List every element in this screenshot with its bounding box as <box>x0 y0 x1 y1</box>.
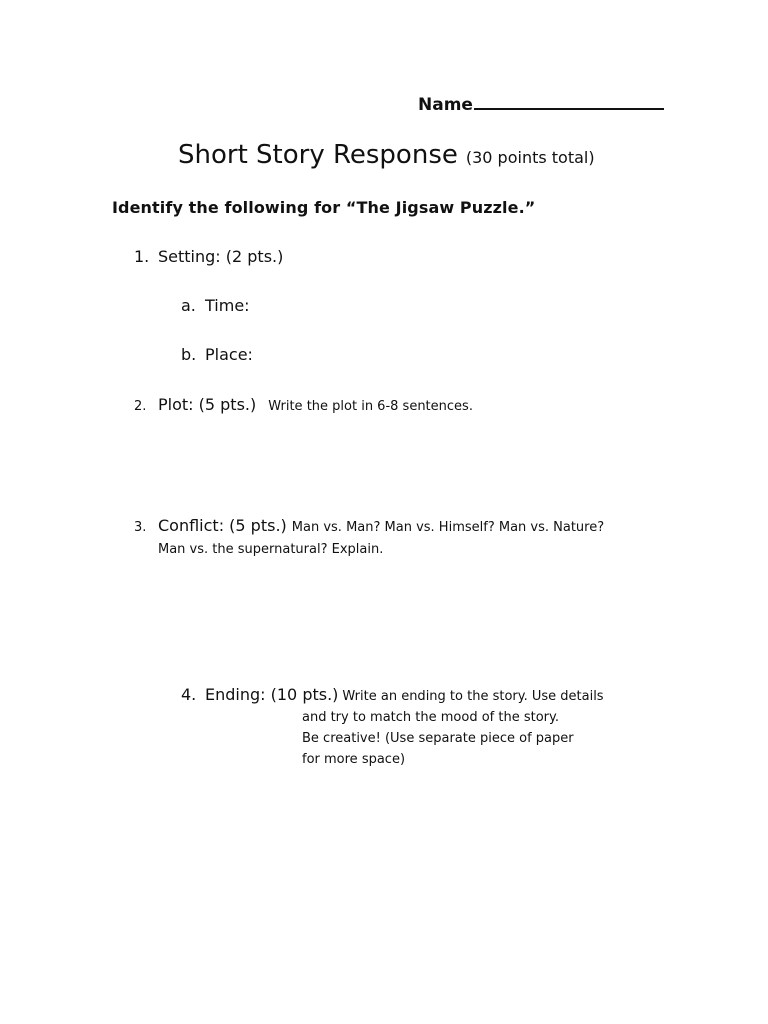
sub-label: Place: <box>205 345 253 364</box>
item-description-line1: Write an ending to the story. Use details <box>342 689 604 704</box>
item-label: Conflict: (5 pts.) <box>158 516 287 535</box>
instruction <box>112 198 535 217</box>
sub-letter: a. <box>181 296 196 315</box>
item-conflict <box>134 516 604 535</box>
item-description: Write the plot in 6-8 sentences. <box>268 399 473 414</box>
item-description-line3: Be creative! (Use separate piece of paper <box>302 731 574 746</box>
title-points: (30 points total) <box>465 148 595 167</box>
item-number: 2. <box>134 399 147 414</box>
name-field[interactable] <box>418 92 664 115</box>
item-description-line2: Man vs. the supernatural? Explain. <box>158 542 384 557</box>
item-description-line1: Man vs. Man? Man vs. Himself? Man vs. Nature? <box>291 520 605 535</box>
name-label: Name <box>418 95 473 115</box>
item-description-line2: and try to match the mood of the story. <box>302 710 559 725</box>
sub-label: Time: <box>205 296 250 315</box>
item-label: Setting: (2 pts.) <box>158 247 284 266</box>
item-number: 4. <box>181 685 197 704</box>
item-number: 3. <box>134 520 147 535</box>
name-underline[interactable] <box>474 92 664 110</box>
item-label: Plot: (5 pts.) <box>158 395 257 414</box>
title-main: Short Story Response <box>178 140 458 170</box>
page-title <box>178 140 595 170</box>
instruction-prefix: Identify the following for “ <box>112 198 357 217</box>
setting-place <box>181 345 253 364</box>
item-number: 1. <box>134 247 150 266</box>
item-label: Ending: (10 pts.) <box>205 685 339 704</box>
item-description-line4: for more space) <box>302 752 406 767</box>
story-title: The Jigsaw Puzzle <box>356 198 519 217</box>
item-plot <box>134 395 473 414</box>
item-setting <box>134 247 283 266</box>
item-ending <box>181 685 604 704</box>
sub-letter: b. <box>181 345 197 364</box>
setting-time <box>181 296 250 315</box>
instruction-suffix: .” <box>518 198 536 217</box>
